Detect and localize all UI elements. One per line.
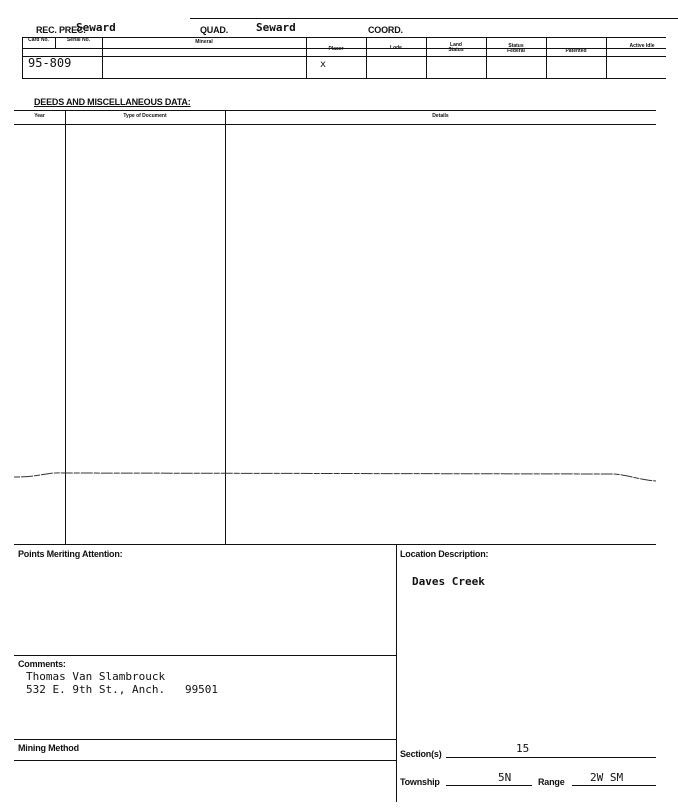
- col-land-status: Land Status: [448, 42, 464, 53]
- header-col-div-5: [426, 37, 427, 78]
- mining-method-top-rule: [14, 739, 396, 740]
- comments-line-1: Thomas Van Slambrouck: [26, 670, 166, 683]
- section-value: 15: [516, 742, 530, 755]
- mining-method-label: Mining Method: [18, 743, 79, 753]
- township-label: Township: [400, 777, 440, 787]
- header-table-top: [22, 37, 666, 38]
- points-label: Points Meriting Attention:: [18, 549, 123, 559]
- col-card-no: Card No.: [28, 37, 49, 43]
- card-no-value: 95-809: [28, 56, 72, 70]
- township-value: 5N: [498, 771, 512, 784]
- quad-label: QUAD.: [200, 25, 228, 35]
- deeds-col-details: Details: [432, 113, 449, 119]
- comments-top-rule: [14, 655, 396, 656]
- township-underline: [446, 785, 532, 786]
- header-col-div-8: [606, 37, 607, 78]
- range-underline: [572, 785, 656, 786]
- rec-prec-value: Seward: [76, 21, 116, 34]
- header-col-div-7: [546, 37, 547, 78]
- comments-label: Comments:: [18, 659, 66, 669]
- col-placer: Placer: [328, 46, 344, 52]
- comments-line-2: 532 E. 9th St., Anch. 99501: [26, 683, 219, 696]
- col-mineral: Mineral: [195, 39, 213, 45]
- deeds-top-rule: [14, 110, 656, 111]
- quad-value: Seward: [256, 21, 296, 34]
- mining-method-bottom-rule: [14, 760, 396, 761]
- deeds-col-year: Year: [34, 113, 45, 119]
- lower-section-top: [14, 544, 656, 545]
- header-top-rule: [190, 18, 678, 19]
- header-col-div-6: [486, 37, 487, 78]
- deeds-col-type: Type of Document: [123, 113, 167, 119]
- page-fold-line: [0, 466, 678, 486]
- col-patented: Patented: [565, 48, 587, 54]
- lower-section-divider: [396, 544, 397, 802]
- location-label: Location Description:: [400, 549, 489, 559]
- rec-prec-label: REC. PREC.: [36, 25, 86, 35]
- range-value: 2W SM: [590, 771, 624, 784]
- header-col-div-4: [366, 37, 367, 78]
- deeds-title: DEEDS AND MISCELLANEOUS DATA:: [34, 97, 191, 107]
- location-value: Daves Creek: [412, 575, 485, 588]
- col-status-federal: Status Federal: [507, 43, 525, 54]
- header-table-bottom: [22, 78, 666, 79]
- header-table-subrow: [22, 56, 666, 57]
- coord-label: COORD.: [368, 25, 403, 35]
- col-serial-no: Serial No.: [66, 37, 91, 43]
- section-label: Section(s): [400, 749, 442, 759]
- col-lode: Lode: [390, 45, 402, 51]
- placer-check-mark: x: [320, 59, 327, 70]
- section-underline: [446, 757, 656, 758]
- col-active-idle: Active Idle: [629, 43, 655, 49]
- range-label: Range: [538, 777, 565, 787]
- header-col-div-3: [306, 37, 307, 78]
- header-table-left: [22, 37, 23, 78]
- deeds-header-rule: [14, 124, 656, 125]
